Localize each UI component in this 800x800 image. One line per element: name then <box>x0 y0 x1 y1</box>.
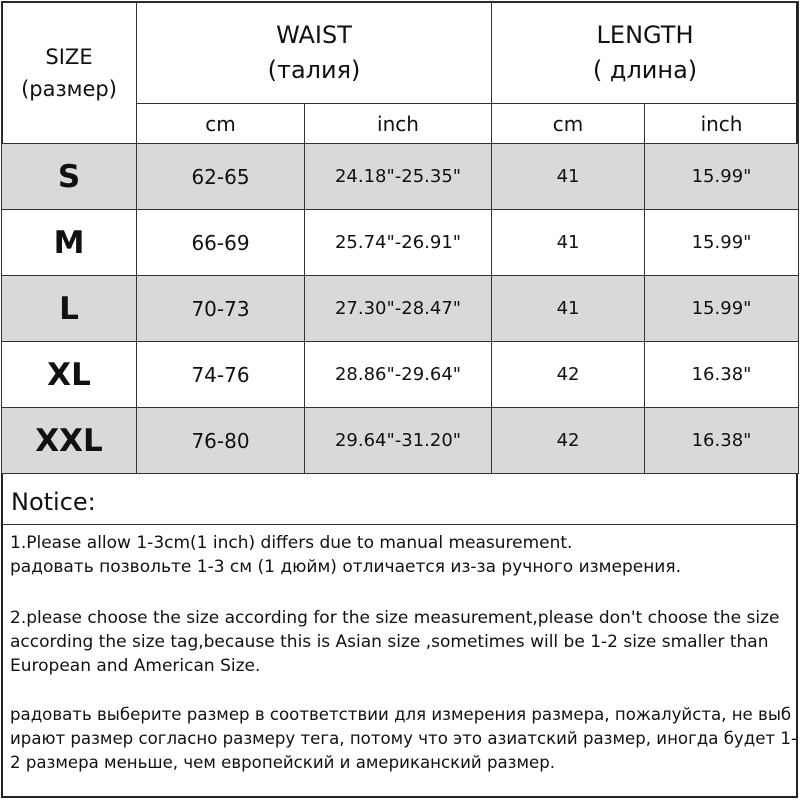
table-row <box>2 342 799 408</box>
notice-title: Notice: <box>3 475 798 525</box>
length-header <box>492 2 799 104</box>
table-row <box>2 276 799 342</box>
waist-header <box>137 2 492 104</box>
waist-cm-value: 70-73 <box>137 276 305 342</box>
waist-inch-value: 29.64"-31.20" <box>305 408 492 474</box>
waist-inch-value: 25.74"-26.91" <box>305 210 492 276</box>
size-label: XXL <box>2 408 137 474</box>
note3-line: 2 размера меньше, чем европейский и американский размер. <box>10 753 556 772</box>
waist-cm-value: 76-80 <box>137 408 305 474</box>
length-inch-value: 16.38" <box>645 342 799 408</box>
length-header-line2: ( длина) <box>592 55 698 84</box>
notice-item-2 <box>3 606 780 678</box>
length-cm-value: 42 <box>492 408 645 474</box>
size-header <box>2 2 137 144</box>
size-table <box>1 1 799 474</box>
length-cm-value: 42 <box>492 342 645 408</box>
note3-line: ирают размер согласно размеру тега, потому что это азиатский размер, иногда будет 1- <box>10 729 797 748</box>
waist-inch-value: 27.30"-28.47" <box>305 276 492 342</box>
length-cm-value: 41 <box>492 210 645 276</box>
waist-header-line1: WAIST <box>276 20 352 49</box>
waist-cm-value: 62-65 <box>137 144 305 210</box>
note2-line: 2.please choose the size according for the size measurement,please don't choose the size <box>10 608 780 628</box>
size-label: M <box>2 210 137 276</box>
size-label: XL <box>2 342 137 408</box>
size-header-line1: SIZE <box>45 44 93 69</box>
size-chart <box>1 1 798 798</box>
size-label: S <box>2 144 137 210</box>
notice-item-1 <box>3 531 681 579</box>
note1-english: 1.Please allow 1-3cm(1 inch) differs due to manual measurement. <box>10 533 573 553</box>
length-header-line1: LENGTH <box>596 20 694 49</box>
note3-line: радовать выберите размер в соответствии для измерения размера, пожалуйста, не выб <box>10 705 792 724</box>
size-header-line2: (размер) <box>21 76 117 101</box>
unit-waist-inch: inch <box>305 104 492 144</box>
length-cm-value: 41 <box>492 144 645 210</box>
table-row <box>2 210 799 276</box>
length-cm-value: 41 <box>492 276 645 342</box>
length-inch-value: 15.99" <box>645 144 799 210</box>
length-inch-value: 15.99" <box>645 210 799 276</box>
waist-inch-value: 28.86"-29.64" <box>305 342 492 408</box>
unit-length-cm: cm <box>492 104 645 144</box>
table-row <box>2 144 799 210</box>
notice-item-3 <box>3 703 797 775</box>
unit-length-inch: inch <box>645 104 799 144</box>
note2-line: according the size tag,because this is Asian size ,sometimes will be 1-2 size smaller than <box>10 632 769 652</box>
table-row <box>2 408 799 474</box>
note1-russian: радовать позвольте 1-3 см (1 дюйм) отличается из-за ручного измерения. <box>10 557 681 577</box>
unit-waist-cm: cm <box>137 104 305 144</box>
size-label: L <box>2 276 137 342</box>
length-inch-value: 15.99" <box>645 276 799 342</box>
length-inch-value: 16.38" <box>645 408 799 474</box>
header-row <box>2 2 799 104</box>
waist-cm-value: 66-69 <box>137 210 305 276</box>
waist-cm-value: 74-76 <box>137 342 305 408</box>
notice-section <box>3 475 798 798</box>
waist-inch-value: 24.18"-25.35" <box>305 144 492 210</box>
note2-line: European and American Size. <box>10 656 261 676</box>
waist-header-line2: (талия) <box>267 55 361 84</box>
